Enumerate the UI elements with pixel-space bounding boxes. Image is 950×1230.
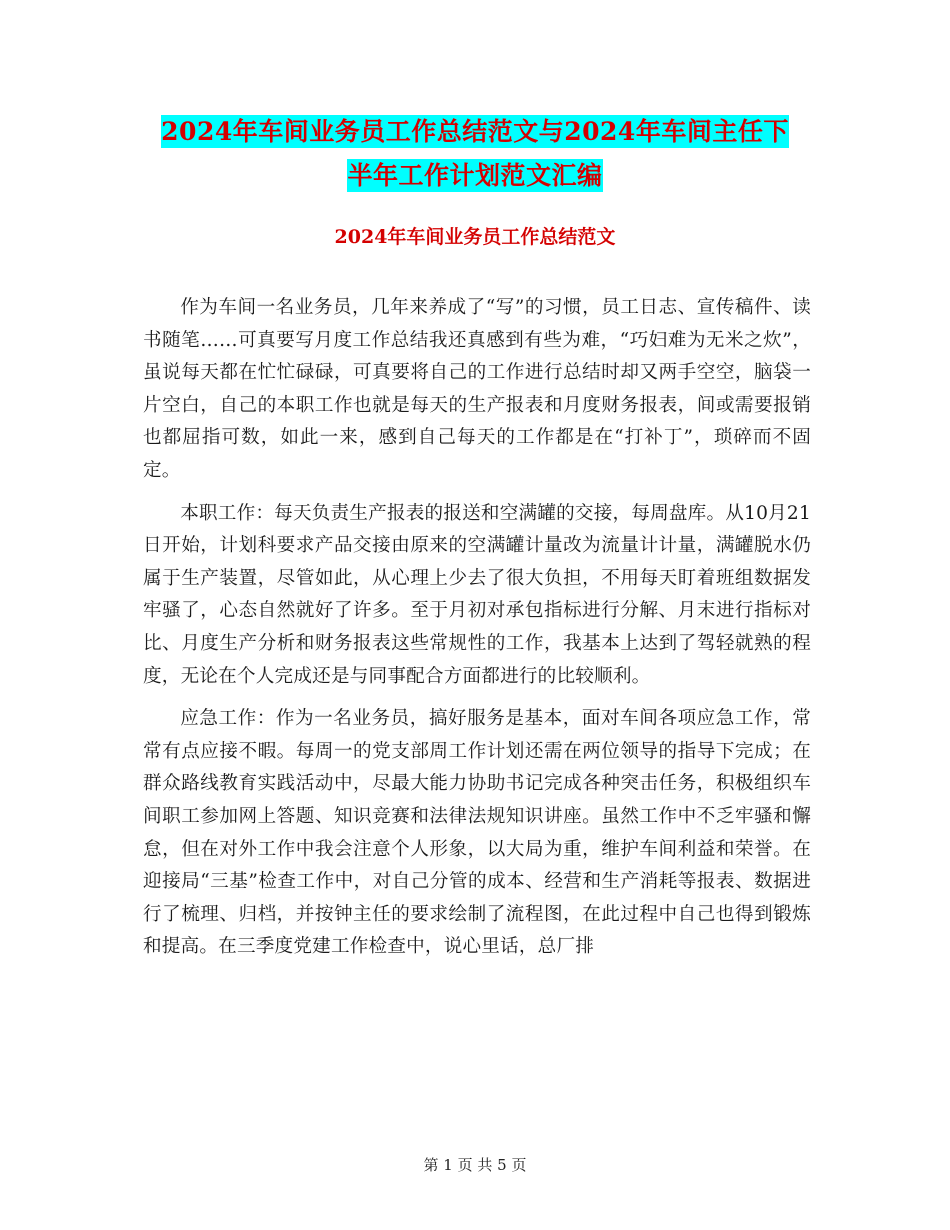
body-paragraph: 本职工作：每天负责生产报表的报送和空满罐的交接，每周盘库。从10月21日开始，计划科要求产品交接由原来的空满罐计量改为流量计计量，满罐脱水仍属于生产装置，尽管如此，从心理上少去了很大负担，不用每天盯着班组数据发牢骚了，心态自然就好了许多。至于月初对承包指标进行分解、月末进行指标对比、月度生产分析和财务报表这些常规性的工作，我基本上达到了驾轻就熟的程度，无论在个人完成还是与同事配合方面都进行的比较顺利。 (143, 502, 811, 687)
document-title-line-1: 2024年车间业务员工作总结范文与2024年车间主任下 (161, 117, 789, 146)
body-paragraph: 作为车间一名业务员，几年来养成了“写”的习惯，员工日志、宣传稿件、读书随笔……可真要写月度工作总结我还真感到有些为难，“巧妇难为无米之炊”，虽说每天都在忙忙碌碌，可真要将自己的工作进行总结时却又两手空空，脑袋一片空白，自己的本职工作也就是每天的生产报表和月度财务报表，间或需要报销也都屈指可数，如此一来，感到自己每天的工作都是在“打补丁”，琐碎而不固定。 (143, 297, 811, 481)
document-body (143, 292, 811, 974)
document-title-line-2: 半年工作计划范文汇编 (347, 161, 603, 190)
document-title (140, 110, 810, 198)
page-footer: 第 1 页 共 5 页 (423, 1156, 527, 1174)
body-paragraph: 应急工作：作为一名业务员，搞好服务是基本，面对车间各项应急工作，常常有点应接不暇。每周一的党支部周工作计划还需在两位领导的指导下完成；在群众路线教育实践活动中，尽最大能力协助书记完成各种突击任务，积极组织车间职工参加网上答题、知识竞赛和法律法规知识讲座。虽然工作中不乏牢骚和懈怠，但在对外工作中我会注意个人形象，以大局为重，维护车间利益和荣誉。在迎接局“三基”检查工作中，对自己分管的成本、经营和生产消耗等报表、数据进行了梳理、归档，并按钟主任的要求绘制了流程图，在此过程中自己也得到锻炼和提高。在三季度党建工作检查中，说心里话，总厂排 (143, 708, 811, 958)
section-title: 2024年车间业务员工作总结范文 (334, 226, 616, 248)
